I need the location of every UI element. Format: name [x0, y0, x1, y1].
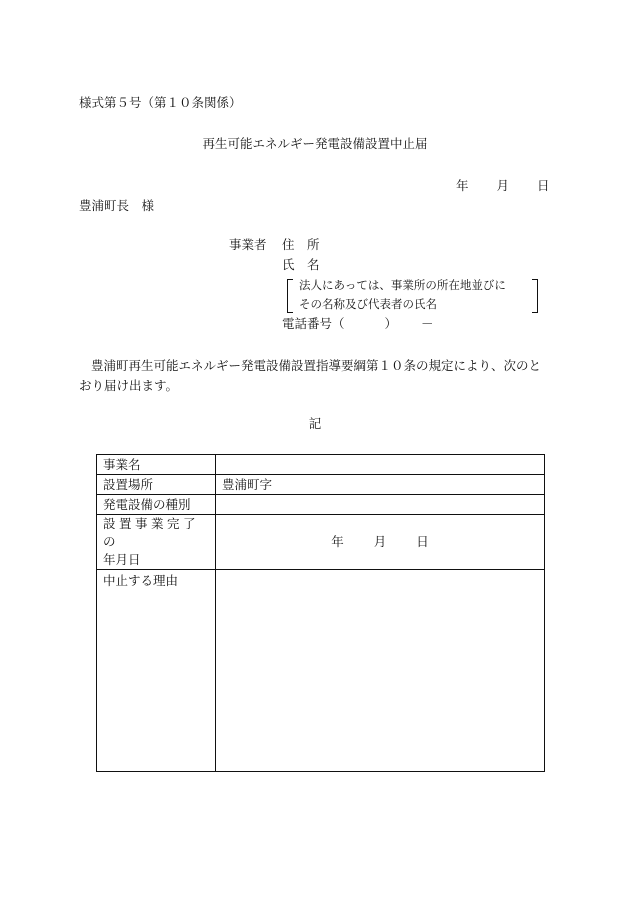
corporate-note-line2: その名称及び代表者の氏名 [299, 297, 437, 311]
addressee: 豊浦町長 様 [79, 198, 155, 213]
corporate-note-line1: 法人にあっては、事業所の所在地並びに [299, 278, 506, 292]
date-year: 年 [456, 178, 469, 193]
table-row-equipment-type [97, 495, 545, 515]
equipment-type-label: 発電設備の種別 [97, 495, 216, 515]
completion-day: 日 [416, 534, 429, 549]
phone-label: 電話番号（ [282, 316, 345, 331]
reason-label: 中止する理由 [97, 570, 216, 772]
details-table [96, 454, 545, 772]
table-row-location [97, 475, 545, 495]
document-title: 再生可能エネルギー発電設備設置中止届 [202, 136, 428, 151]
table-row-reason [97, 570, 545, 772]
location-label: 設置場所 [97, 475, 216, 495]
completion-month: 月 [373, 534, 387, 549]
completion-date-label [97, 515, 216, 570]
reason-value[interactable] [216, 570, 545, 772]
name-label: 氏 名 [282, 257, 320, 272]
applicant-label: 事業者 [229, 237, 267, 252]
bracket-right [532, 279, 538, 313]
table-row-project-name [97, 455, 545, 475]
equipment-type-value[interactable] [216, 495, 545, 515]
date-month: 月 [496, 178, 510, 193]
submission-date [456, 178, 550, 194]
phone-close-paren: ） [384, 316, 398, 331]
completion-label-line2: 年月日 [103, 552, 141, 567]
location-value[interactable]: 豊浦町字 [216, 475, 545, 495]
body-paragraph: 豊浦町再生可能エネルギー発電設備設置指導要綱第１０条の規定により、次のとおり届け出ます。 [79, 358, 542, 393]
project-name-value[interactable] [216, 455, 545, 475]
address-label: 住 所 [282, 237, 320, 252]
bracket-left [287, 279, 293, 313]
form-number: 様式第５号（第１０条関係） [79, 95, 242, 110]
completion-label-line1: 設置事業完了の [103, 516, 200, 549]
completion-year: 年 [331, 534, 344, 549]
phone-row [282, 316, 434, 332]
phone-dash: － [421, 316, 434, 331]
completion-date-value[interactable] [216, 515, 545, 570]
ki-label: 記 [308, 416, 322, 431]
date-day: 日 [537, 178, 550, 193]
project-name-label: 事業名 [97, 455, 216, 475]
table-row-completion-date [97, 515, 545, 570]
